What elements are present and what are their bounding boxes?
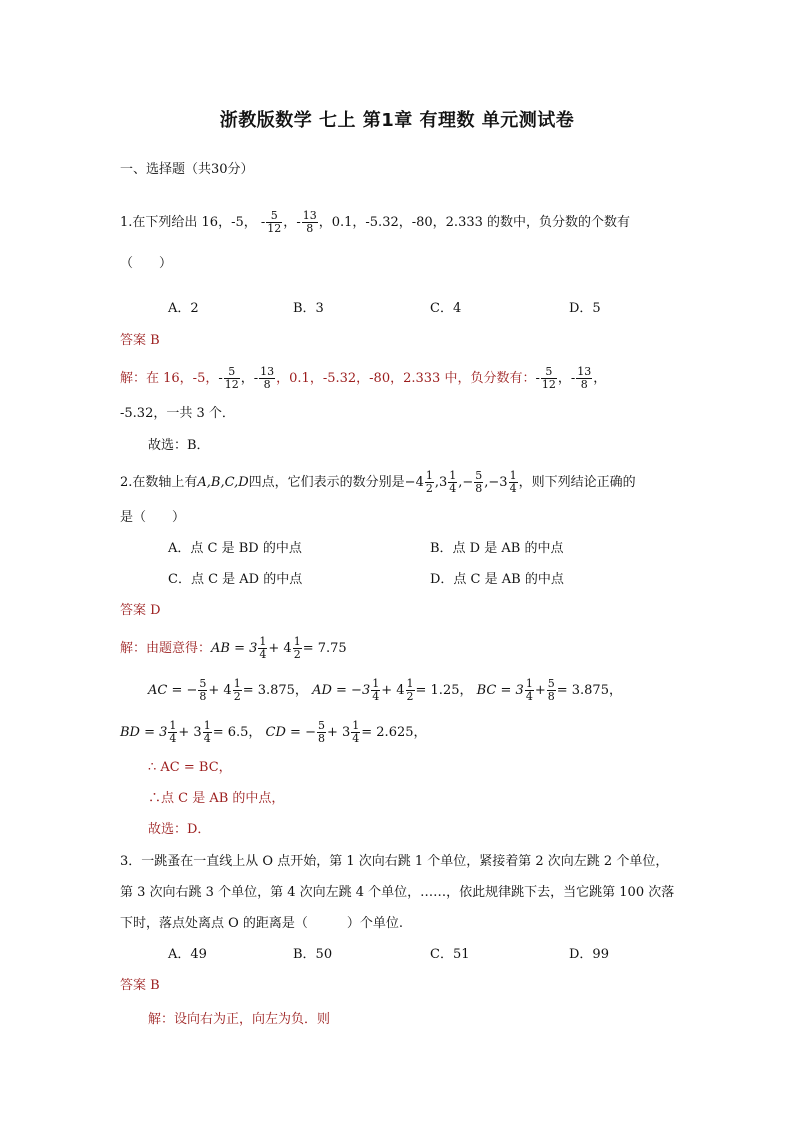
page-title: 浙教版数学 七上 第1章 有理数 单元测试卷 <box>219 110 575 131</box>
q3-option-d: D．99 <box>569 947 609 962</box>
q3-solution: 解：设向右为正，向左为负．则 <box>148 1012 331 1027</box>
q3-option-b: B．50 <box>293 947 333 962</box>
q2-stem-start: 2.在数轴上有 <box>120 475 198 490</box>
fraction-5-12: $\frac{5}{12}$ <box>541 365 556 391</box>
value-bc: = 3.875， <box>556 683 622 698</box>
fraction-13-8: $\frac{13}{8}$ <box>577 365 592 391</box>
q2-stem-mid: 四点，它们表示的数分别是 <box>248 475 405 490</box>
value-ab: = 7.75 <box>302 641 347 656</box>
q2-solution-line3: BD = 3 $\frac{1}{4}$ + 3 $\frac{1}{4}$ = 6.5， CD = − $\frac{5}{8}$ + 3 $\frac{1}{4}$ = 2.625， <box>120 719 427 745</box>
q1-answer: 答案 B <box>120 333 160 348</box>
q1-option-a: A．2 <box>168 301 199 316</box>
q2-solution-ab: 解：由题意得：AB = 3 $\frac{1}{4}$ + 4 $\frac{1}{2}$ = 7.75 <box>120 635 347 661</box>
q3-answer: 答案 B <box>120 978 160 993</box>
expr-ad: AD = −3 <box>312 683 371 698</box>
q2-option-b: B．点 D 是 AB 的中点 <box>430 541 564 556</box>
q3-option-a: A．49 <box>168 947 207 962</box>
q1-option-c: C．4 <box>430 301 462 316</box>
q3-line-1: 3．一跳蚤在一直线上从 O 点开始，第 1 次向右跳 1 个单位，紧接着第 2 次向左跳 2 个单位， <box>120 854 669 869</box>
q2-stem-line2: 是（ ） <box>120 510 186 525</box>
fraction-13-8: $\frac{13}{8}$ <box>302 209 317 235</box>
q2-therefore-1: ∴ AC = BC， <box>148 760 232 775</box>
fraction-1-2: $\frac{1}{2}$ <box>425 469 433 495</box>
q2-points: A,B,C,D <box>197 475 249 490</box>
q1-solution-line2: -5.32，一共 3 个． <box>120 406 235 421</box>
value-bd: = 6.5， <box>212 725 262 740</box>
question-1-stem: 1.在下列给出 16，-5， - $\frac{5}{12}$ ，- $\frac{13}{8}$ ，0.1，-5.32，-80，2.333 的数中，负分数的个数有 <box>120 209 631 235</box>
fraction-1-4: $\frac{1}{4}$ <box>449 469 457 495</box>
q1-paren: （ ） <box>120 256 173 271</box>
q3-option-c: C．51 <box>430 947 470 962</box>
q1-stem-start: 1.在下列给出 16，-5， <box>120 215 257 230</box>
q2-sol-start: 解：由题意得： <box>120 641 212 656</box>
q2-stem-end: ，则下列结论正确的 <box>518 475 636 490</box>
expr-bc: BC = 3 <box>476 683 524 698</box>
q2-therefore-2: ∴点 C 是 AB 的中点， <box>148 791 285 806</box>
q3-line-3: 下时，落点处离点 O 的距离是（ ）个单位. <box>120 916 404 931</box>
q2-option-d: D．点 C 是 AB 的中点 <box>430 572 564 587</box>
fraction-5-12: $\frac{5}{12}$ <box>224 365 239 391</box>
q1-choose: 故选：B． <box>148 438 210 453</box>
q1-stem-mid: ，0.1，-5.32，-80，2.333 的数中，负分数的个数有 <box>318 215 631 230</box>
question-2-stem: 2.在数轴上有A,B,C,D四点，它们表示的数分别是−4 $\frac{1}{2}$ ,3 $\frac{1}{4}$ ,− $\frac{5}{8}$ ,−3 $\frac{1}{4}$ ，则下列结论正确的 <box>120 469 636 495</box>
expr-cd: CD = − <box>265 725 316 740</box>
q1-sol-start: 解：在 16，-5， <box>120 371 219 386</box>
q1-sol-mid: ，0.1，-5.32，-80，2.333 中，负分数有： <box>276 371 536 386</box>
expr-ac: AC = − <box>148 683 198 698</box>
minus-sign: - <box>260 215 266 230</box>
value-ac: = 3.875， <box>242 683 308 698</box>
fraction-5-12: $\frac{5}{12}$ <box>267 209 282 235</box>
q2-option-a: A．点 C 是 BD 的中点 <box>168 541 302 556</box>
section-heading: 一、选择题（共30分） <box>120 162 254 177</box>
q1-option-b: B．3 <box>293 301 324 316</box>
q2-choose: 故选：D． <box>148 822 211 837</box>
fraction-13-8: $\frac{13}{8}$ <box>260 365 275 391</box>
fraction-5-8: $\frac{5}{8}$ <box>475 469 483 495</box>
q2-option-c: C．点 C 是 AD 的中点 <box>168 572 303 587</box>
q3-line-2: 第 3 次向右跳 3 个单位，第 4 次向左跳 4 个单位，……，依此规律跳下去，当它跳第 100 次落 <box>120 885 675 900</box>
q1-option-d: D．5 <box>569 301 601 316</box>
expr-bd: BD = 3 <box>120 725 168 740</box>
value-cd: = 2.625， <box>361 725 427 740</box>
value-ad: = 1.25， <box>415 683 473 698</box>
q2-solution-line2: AC = − $\frac{5}{8}$ + 4 $\frac{1}{2}$ = 3.875， AD = −3 $\frac{1}{4}$ + 4 $\frac{1}{2}$ = 1.25， BC = 3 $\frac{1}{4}$ + $\frac{5}{8}$ = 3.875， <box>148 677 622 703</box>
q1-solution: 解：在 16，-5，- $\frac{5}{12}$ ，- $\frac{13}{8}$ ，0.1，-5.32，-80，2.333 中，负分数有：- $\frac{5}{12}$ ，- $\frac{13}{8}$ ， <box>120 365 607 391</box>
q2-answer: 答案 D <box>120 603 161 618</box>
expr-ab: AB = 3 <box>211 641 258 656</box>
fraction-1-4: $\frac{1}{4}$ <box>509 469 517 495</box>
